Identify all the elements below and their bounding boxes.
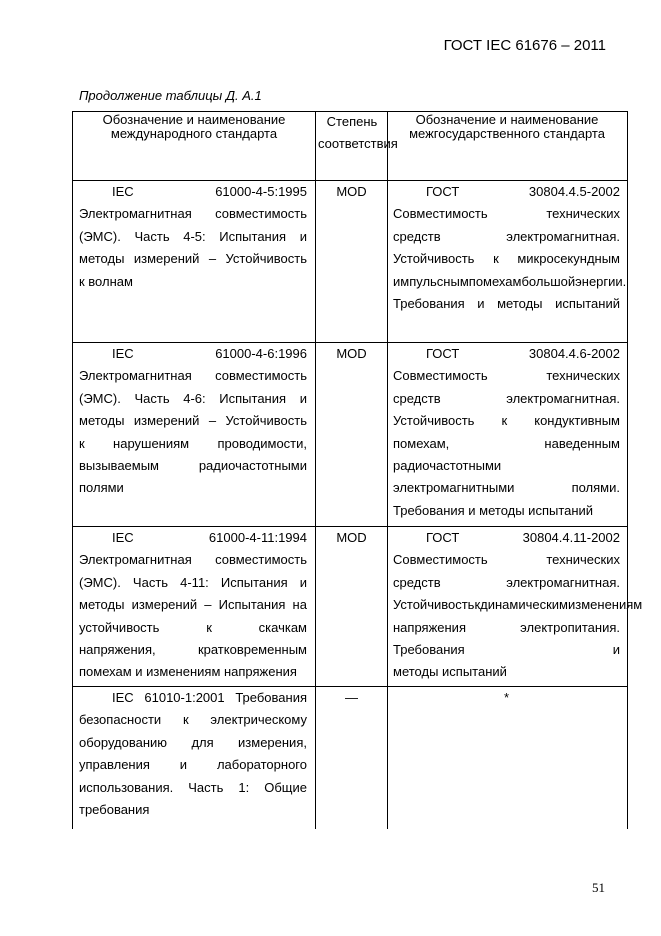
table-row-4-interstate: * — [503, 690, 510, 705]
column-header-international-text: Обозначение и наименование международного стандарта — [102, 112, 286, 141]
cell-text-line: Устойчивость к динамическим изменениям — [393, 597, 643, 613]
cell-text-line: методы измерений – Устойчивость — [79, 251, 307, 267]
column-header-interstate-text: Обозначение и наименование межгосударственного стандарта — [409, 112, 605, 141]
table-divider-2 — [387, 111, 388, 829]
cell-text-line: (ЭМС). Часть 4-5: Испытания и — [79, 228, 307, 244]
cell-text-line: Совместимость технических — [393, 552, 620, 568]
table-row-1-degree: MOD — [336, 184, 367, 199]
cell-text-line: к волнам — [79, 273, 133, 289]
table-border-right — [627, 111, 628, 829]
cell-text-line: помехам, наведенным — [393, 435, 620, 451]
cell-text-line: ГОСТ 30804.4.11-2002 — [426, 530, 620, 545]
cell-text-line: ГОСТ 30804.4.6-2002 — [426, 346, 620, 361]
cell-text-line: безопасности к электрическому — [79, 712, 307, 728]
cell-text-line: помехам и изменениям напряжения — [79, 664, 297, 680]
cell-text-line: к нарушениям проводимости, — [79, 435, 307, 451]
table-row-3-interstate — [393, 527, 643, 684]
cell-text-line: использования. Часть 1: Общие — [79, 779, 307, 795]
cell-text-line: Устойчивость к кондуктивным — [393, 413, 620, 429]
column-header-international — [76, 113, 312, 141]
cell-text-line: устойчивость к скачкам — [79, 619, 307, 635]
column-header-degree-text: Степень соответствия — [318, 114, 398, 151]
table-divider-1 — [315, 111, 316, 829]
cell-text-line: электромагнитными полями. — [393, 480, 620, 496]
cell-text-line: методы измерений – Устойчивость — [79, 413, 307, 429]
table-caption: Продолжение таблицы Д. А.1 — [79, 88, 262, 103]
cell-text-line: напряжения электропитания. — [393, 619, 620, 635]
table-border-left — [72, 111, 73, 829]
column-header-interstate — [402, 113, 612, 141]
cell-text-line: Совместимость технических — [393, 206, 620, 222]
column-header-degree — [318, 111, 398, 155]
cell-text-line: Электромагнитная совместимость — [79, 368, 307, 384]
table-row-2-degree: MOD — [336, 346, 367, 361]
cell-text-line: оборудованию для измерения, — [79, 734, 307, 750]
cell-text-line: Электромагнитная совместимость — [79, 552, 307, 568]
cell-text-line: методы испытаний — [393, 664, 507, 680]
cell-text-line: Устойчивость к микросекундным — [393, 251, 620, 267]
cell-text-line: IEC 61010-1:2001 Требования — [112, 690, 307, 705]
cell-text-line: полями — [79, 480, 124, 496]
page-number: 51 — [592, 880, 605, 895]
cell-text-line: средств электромагнитная. — [393, 574, 620, 590]
cell-text-line: средств электромагнитная. — [393, 228, 620, 244]
cell-text-line: вызываемым радиочастотными — [79, 458, 307, 474]
cell-text-line: радиочастотными — [393, 458, 502, 474]
table-row-1-international — [79, 181, 307, 293]
table-row-3-international — [79, 527, 307, 684]
table-row-3-degree: MOD — [336, 530, 367, 545]
cell-text-line: IEC 61000-4-6:1996 — [112, 346, 307, 361]
cell-text-line: средств электромагнитная. — [393, 390, 620, 406]
cell-text-line: Совместимость технических — [393, 368, 620, 384]
cell-text-line: напряжения, кратковременным — [79, 642, 307, 658]
standards-table — [72, 111, 643, 829]
cell-text-line: Электромагнитная совместимость — [79, 206, 307, 222]
table-row-4-international — [79, 687, 307, 821]
cell-text-line: Требования и — [393, 642, 620, 658]
document-header: ГОСТ IEC 61676 – 2011 — [443, 37, 606, 54]
cell-text-line: ГОСТ 30804.4.5-2002 — [426, 184, 620, 199]
cell-text-line: (ЭМС). Часть 4-11: Испытания и — [79, 574, 307, 590]
cell-text-line: (ЭМС). Часть 4-6: Испытания и — [79, 390, 307, 406]
cell-text-line: IEC 61000-4-5:1995 — [112, 184, 307, 199]
table-row-1-interstate — [393, 181, 627, 315]
cell-text-line: методы измерений – Испытания на — [79, 597, 307, 613]
cell-text-line: Требования и методы испытаний — [393, 296, 620, 312]
cell-text-line: IEC 61000-4-11:1994 — [112, 530, 307, 545]
cell-text-line: импульсным помехам большой энергии. — [393, 273, 627, 289]
table-row-2-interstate — [393, 343, 620, 522]
table-row-2-international — [79, 343, 307, 500]
cell-text-line: Требования и методы испытаний — [393, 502, 594, 518]
table-row-4-degree: — — [345, 690, 358, 705]
cell-text-line: требования — [79, 802, 150, 818]
cell-text-line: управления и лабораторного — [79, 757, 307, 773]
